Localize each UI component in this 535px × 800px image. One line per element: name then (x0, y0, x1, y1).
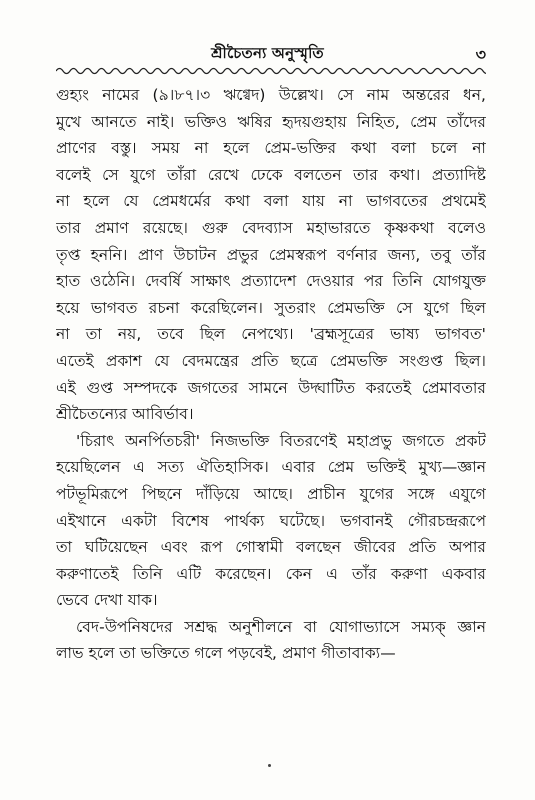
print-speck (268, 764, 271, 767)
running-header-title: শ্রীচৈতন্য অনুস্মৃতি (211, 44, 324, 62)
text-line: মুখে আনতে নাই। ভক্তিও ঋষির হৃদয়গুহায় নিহিত, প্রেম তাঁদের (56, 112, 486, 131)
text-line: বেদ-উপনিষদের সশ্রদ্ধ অনুশীলনে বা যোগাভ্যাসে সম্যক্ জ্ঞান (76, 617, 486, 636)
text-line: 'চিরাৎ অনর্পিতচরী' নিজভক্তি বিতরণেই মহাপ্রভু জগতে প্রকট (76, 431, 486, 450)
text-line: না হলে যে প্রেমধর্মের কথা বলা যায় না ভাগবতের প্রথমেই (56, 192, 486, 211)
text-line: হাত ওঠেনি। দেবর্ষি সাক্ষাৎ প্রত্যাদেশ দেওয়ার পর তিনি যোগযুক্ত (56, 272, 486, 291)
text-line: হয়ে ভাগবত রচনা করেছিলেন। সুতরাং প্রেমভক্তি সে যুগে ছিল (56, 298, 486, 317)
text-line: ভেবে দেখা যাক। (56, 591, 158, 610)
text-line: শ্রীচৈতন্যের আবির্ভাব। (56, 405, 194, 424)
wavy-divider (56, 64, 486, 78)
text-line: তৃপ্ত হননি। প্রাণ উচাটন প্রভুর প্রেমস্বরূপ বর্ণনার জন্য, তবু তাঁর (56, 245, 486, 264)
text-line: না তা নয়, তবে ছিল নেপথ্যে। 'ব্রহ্মসূত্রের ভাষ্য ভাগবত' (56, 325, 486, 344)
text-line: গুহ্যং নামের (৯।৮৭।৩ ঋগ্বেদ) উল্লেখ। সে নাম অন্তরের ধন, (56, 86, 486, 104)
text-line: হয়েছিলেন এ সত্য ঐতিহাসিক। এবার প্রেম ভক্তিই মুখ্য—জ্ঞান (56, 458, 486, 477)
text-line: তা ঘটিয়েছেন এবং রূপ গোস্বামী বলছেন জীবের প্রতি অপার (56, 538, 486, 557)
page-number: ৩ (475, 45, 486, 64)
text-line: করুণাতেই তিনি এটি করেছেন। কেন এ তাঁর করুণা একবার (56, 564, 486, 583)
text-line: এই গুপ্ত সম্পদকে জগতের সামনে উদ্ঘাটিত করতেই প্রেমাবতার (56, 378, 486, 397)
body-text (56, 82, 486, 667)
text-line: বলেই সে যুগে তাঁরা রেখে ঢেকে বলতেন তার কথা। প্রত্যাদিষ্ট (56, 165, 486, 184)
text-line: এইখানে একটা বিশেষ পার্থক্য ঘটেছে। ভগবানই গৌরচন্দ্ররূপে (56, 511, 486, 530)
text-line: তার প্রমাণ রয়েছে। গুরু বেদব্যাস মহাভারতে কৃষ্ণকথা বলেও (56, 218, 486, 237)
text-line: প্রাণের বস্তু। সময় না হলে প্রেম-ভক্তির কথা বলা চলে না (56, 139, 486, 158)
text-line: এতেই প্রকাশ যে বেদমন্ত্রের প্রতি ছত্রে প্রেমভক্তি সংগুপ্ত ছিল। (56, 351, 486, 370)
text-line: পটভূমিরূপে পিছনে দাঁড়িয়ে আছে। প্রাচীন যুগের সঙ্গে এযুগে (56, 484, 486, 503)
text-line: লাভ হলে তা ভক্তিতে গলে পড়বেই, প্রমাণ গীতাবাক্য— (56, 644, 396, 663)
